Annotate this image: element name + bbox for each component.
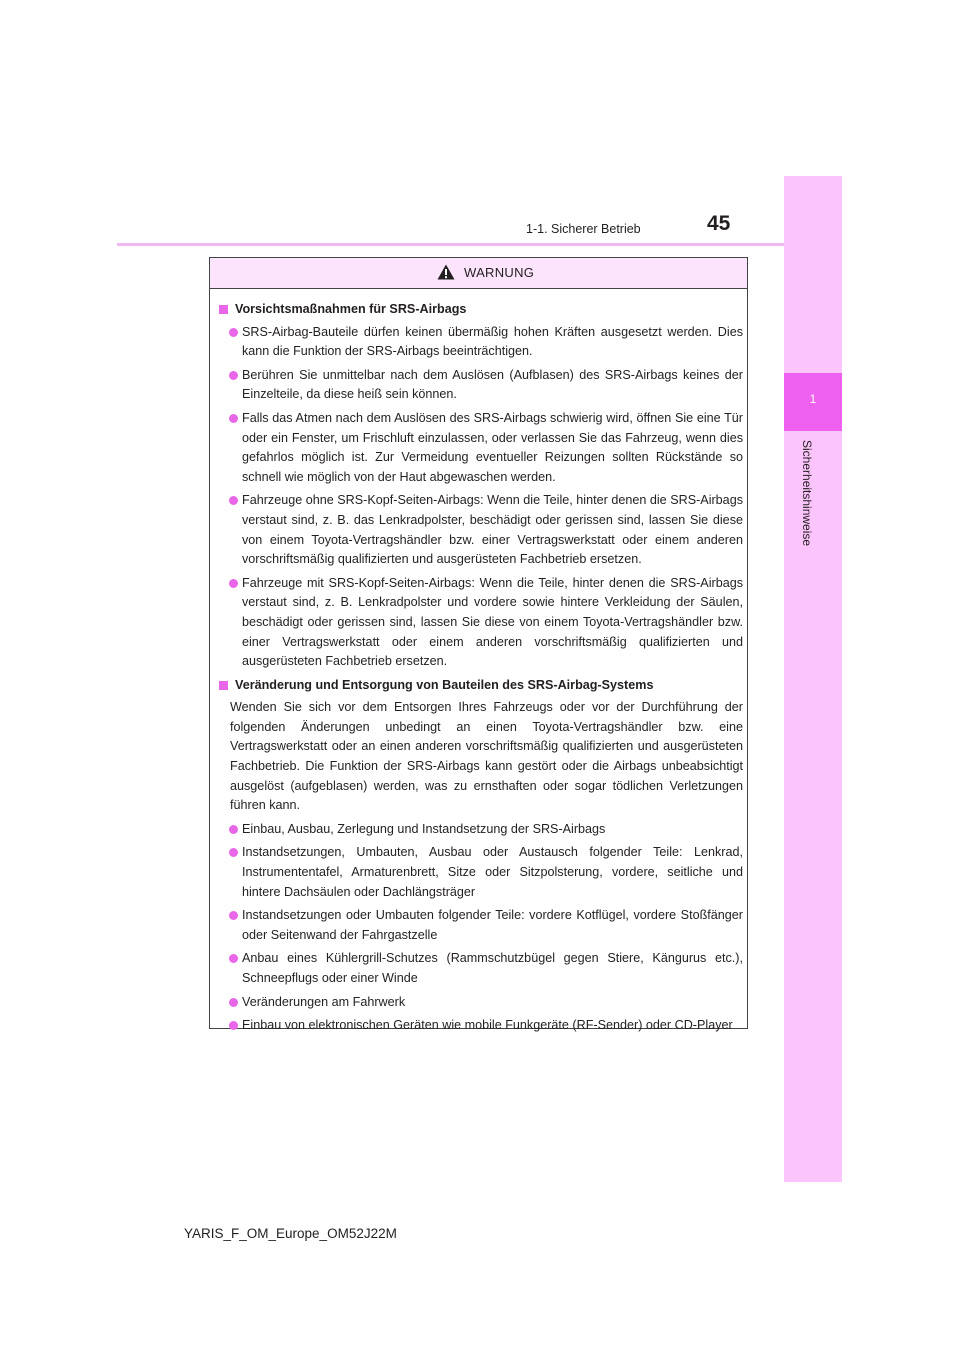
list-item-text: Falls das Atmen nach dem Auslösen des SRS-Airbags schwierig wird, öffnen Sie eine Tür oder ein Fenster, um Frischluft einzulassen, oder verlassen Sie das Fahrzeug, wenn dies gefahrlos möglich ist. Zur Vermeidung eventueller Reizungen sollten Rückstände so schnell wie möglich von der Haut abgewaschen werden.: [242, 410, 743, 484]
list-item: [218, 491, 743, 569]
list-item: [218, 366, 743, 405]
circle-bullet-icon: [229, 954, 238, 963]
section-paragraph: Wenden Sie sich vor dem Entsorgen Ihres Fahrzeugs oder vor der Durchführung der folgenden Änderungen unbedingt an einen Toyota-Vertragshändler bzw. eine Vertragswerkstatt oder an einen anderen vorschriftsmäßig qualifizierten und ausgerüsteten Fachbetrieb. Die Funktion der SRS-Airbags kann gestört oder die Airbags unbeabsichtigt ausgelöst (aufgeblasen) werden, was zu ernsthaften oder sogar tödlichen Verletzungen führen kann.: [230, 700, 743, 813]
list-item: [218, 409, 743, 487]
section-heading-text: Veränderung und Entsorgung von Bauteilen des SRS-Airbag-Systems: [235, 677, 654, 692]
circle-bullet-icon: [229, 328, 238, 337]
circle-bullet-icon: [229, 998, 238, 1007]
list-item-text: Instandsetzungen oder Umbauten folgender Teile: vordere Kotflügel, vordere Stoßfänger oder Seitenwand der Fahrgastzelle: [242, 908, 743, 942]
list-item: [218, 993, 743, 1013]
list-item-text: Veränderungen am Fahrwerk: [242, 994, 406, 1009]
list-item: [218, 574, 743, 672]
circle-bullet-icon: [229, 911, 238, 920]
circle-bullet-icon: [229, 414, 238, 423]
list-item-text: Einbau, Ausbau, Zerlegung und Instandsetzung der SRS-Airbags: [242, 821, 606, 836]
page-number: 45: [707, 212, 731, 235]
warning-title: WARNUNG: [464, 265, 535, 280]
section-title: 1-1. Sicherer Betrieb: [526, 222, 641, 236]
list-item: [218, 949, 743, 988]
list-item: [218, 820, 743, 840]
list-item-text: Anbau eines Kühlergrill-Schutzes (Rammschutzbügel gegen Stiere, Kängurus etc.), Schneepflugs oder einer Winde: [242, 951, 743, 985]
circle-bullet-icon: [229, 579, 238, 588]
section-heading-text: Vorsichtsmaßnahmen für SRS-Airbags: [235, 302, 467, 316]
list-item-text: Fahrzeuge mit SRS-Kopf-Seiten-Airbags: Wenn die Teile, hinter denen die SRS-Airbags verstaut sind, z. B. Lenkradpolster und vordere sowie hintere Verkleidung der Säulen, beschädigt oder gerissen sind, lassen Sie diese von einem Toyota-Vertragshändler bzw. einer Vertragswerkstatt oder einem anderen vorschriftsmäßig qualifizierten und ausgerüsteten Fachbetrieb ersetzen.: [242, 575, 743, 669]
list-item-text: Fahrzeuge ohne SRS-Kopf-Seiten-Airbags: Wenn die Teile, hinter denen die SRS-Airbags verstaut sind, z. B. das Lenkradpolster, beschädigt oder gerissen sind, lassen Sie diese von einem Toyota-Vertragshändler bzw. einer Vertragswerkstatt oder einem anderen vorschriftsmäßig qualifizierten und ausgerüsteten Fachbetrieb ersetzen.: [242, 493, 743, 567]
list-item-text: Instandsetzungen, Umbauten, Ausbau oder Austausch folgender Teile: Lenkrad, Instrumententafel, Armaturenbrett, Sitze oder Sitzpolsterung, vordere, seitliche und hintere Dachsäulen oder Dachlängsträger: [242, 845, 743, 899]
circle-bullet-icon: [229, 1021, 238, 1030]
header-rule: [117, 243, 841, 246]
circle-bullet-icon: [229, 371, 238, 380]
warning-triangle-icon: [437, 264, 455, 280]
circle-bullet-icon: [229, 848, 238, 857]
document-id: YARIS_F_OM_Europe_OM52J22M: [184, 1226, 397, 1241]
warning-content: [218, 300, 743, 1040]
list-item-text: Einbau von elektronischen Geräten wie mobile Funkgeräte (RF-Sender) oder CD-Player: [242, 1018, 733, 1033]
circle-bullet-icon: [229, 825, 238, 834]
warning-header: [210, 258, 747, 289]
square-bullet-icon: [219, 681, 228, 690]
square-bullet-icon: [219, 305, 228, 314]
chapter-side-tab: [784, 176, 842, 1182]
circle-bullet-icon: [229, 496, 238, 505]
chapter-label: Sicherheitshinweise: [800, 440, 814, 547]
list-item: [218, 323, 743, 362]
list-item: [218, 906, 743, 945]
list-item: [218, 1016, 743, 1036]
list-item-text: Berühren Sie unmittelbar nach dem Auslösen (Aufblasen) des SRS-Airbags keines der Einzelteile, da diese heiß sein können.: [242, 367, 743, 402]
section-heading: [218, 676, 743, 696]
chapter-number: 1: [809, 392, 817, 406]
list-item: [218, 843, 743, 902]
list-item-text: SRS-Airbag-Bauteile dürfen keinen übermäßig hohen Kräften ausgesetzt werden. Dies kann die Funktion der SRS-Airbags beeinträchtigen.: [242, 324, 743, 359]
section-heading: [218, 300, 743, 320]
warning-box: [209, 257, 748, 1033]
